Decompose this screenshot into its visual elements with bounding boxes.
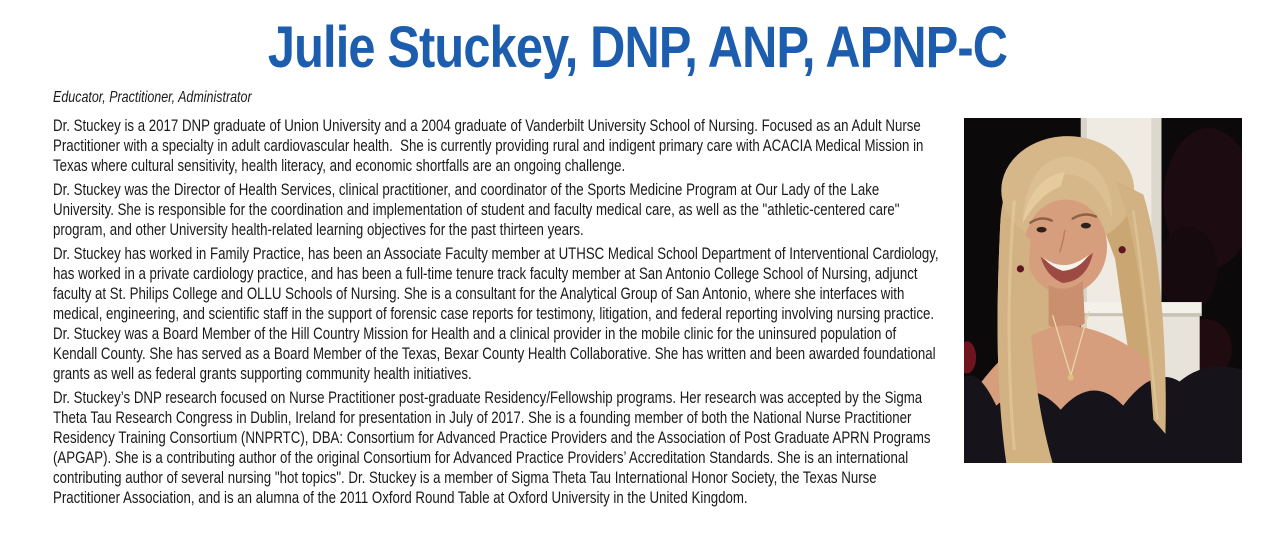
bio-paragraph-3: Dr. Stuckey has worked in Family Practice, has been an Associate Faculty member at UTHSC Medical School Department of Interventional Cardiology, has worked in a private cardiology practice, and has been a full-time tenure track faculty member at San Antonio College School of Nursing, adjunct faculty at St. Philips College and OLLU Schools of Nursing. She is a consultant for the Analytical Group of San Antonio, where she interfaces with medical, engineering, and scientific staff in the support of forensic case reports for testimony, litigation, and federal reporting involving nursing practice. Dr. Stuckey was a Board Member of the Hill Country Mission for Health and a clinical provider in the mobile clinic for the uninsured population of Kendall County. She has served as a Board Member of the Texas, Bexar County Health Collaborative. She has written and been awarded foundational grants as well as federal grants supporting community health initiatives. [53, 244, 943, 383]
bio-content [53, 89, 943, 512]
bio-paragraph-4: Dr. Stuckey’s DNP research focused on Nurse Practitioner post-graduate Residency/Fellowship programs. Her research was accepted by the Sigma Theta Tau Research Congress in Dublin, Ireland for presentation in July of 2017. She is a founding member of both the National Nurse Practitioner Residency Training Consortium (NNPRTC), DBA: Consortium for Advanced Practice Providers and the Association of Post Graduate APRN Programs (APGAP). She is a contributing author of the original Consortium for Advanced Practice Providers’ Accreditation Standards. She is an international contributing author of several nursing "hot topics". Dr. Stuckey is a member of Sigma Theta Tau International Honor Society, the Texas Nurse Practitioner Association, and is an alumna of the 2011 Oxford Round Table at Oxford University in the United Kingdom. [53, 388, 935, 507]
bio-paragraph-1: Dr. Stuckey is a 2017 DNP graduate of Union University and a 2004 graduate of Vanderbilt University School of Nursing. Focused as an Adult Nurse Practitioner with a specialty in adult cardiovascular health. She is currently providing rural and indigent primary care with ACACIA Medical Mission in Texas where cultural sensitivity, health literacy, and economic shortfalls are an ongoing challenge. [53, 116, 927, 175]
page-title: Julie Stuckey, DNP, ANP, APNP-C [267, 15, 1008, 80]
subtitle-roles: Educator, Practitioner, Administrator [53, 89, 252, 106]
portrait-photo-illustration [964, 118, 1242, 463]
portrait-photo [964, 118, 1242, 463]
bio-paragraph-2: Dr. Stuckey was the Director of Health Services, clinical practitioner, and coordinator of the Sports Medicine Program at Our Lady of the Lake University. She is responsible for the coordination and implementation of student and faculty medical care, as well as the "athletic-centered care" program, and other University health-related learning objectives for the past thirteen years. [53, 180, 904, 239]
